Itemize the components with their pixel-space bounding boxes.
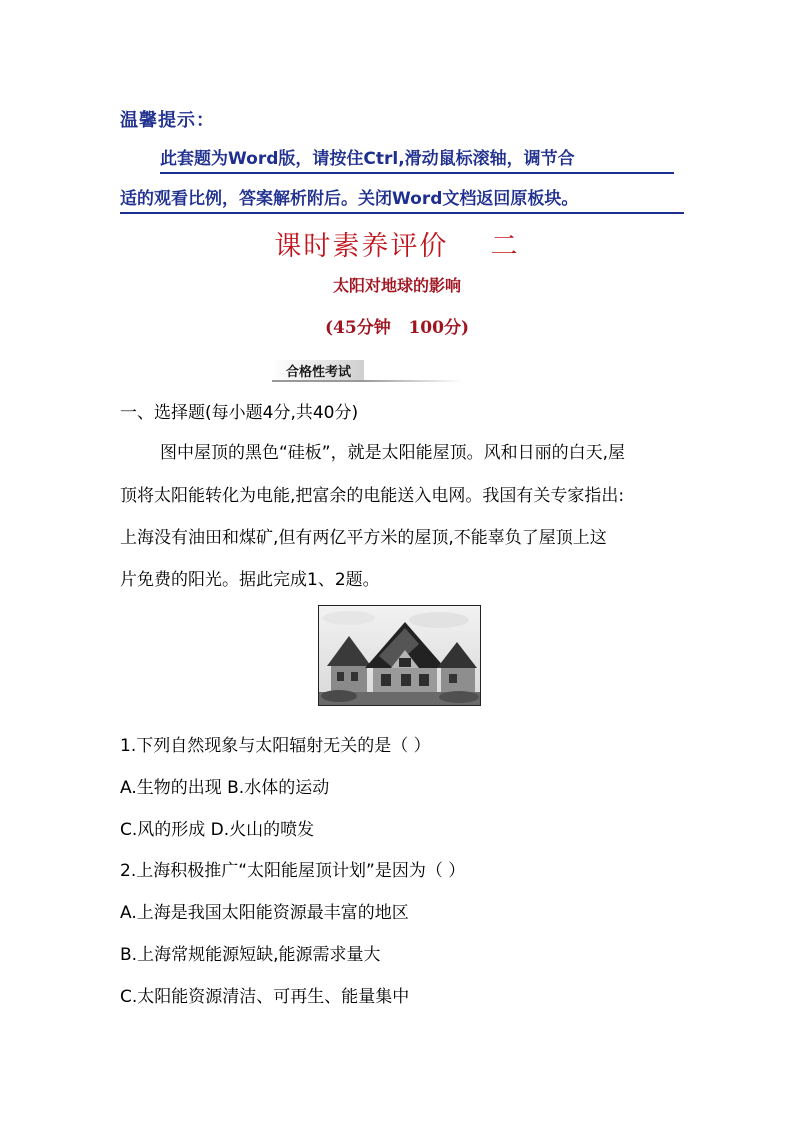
time-score: (45分钟 100分)	[325, 318, 469, 338]
question-2-option-c: C.太阳能资源清洁、可再生、能量集中	[120, 987, 410, 1007]
tip-line-2: 适的观看比例，答案解析附后。关闭Word文档返回原板块。	[120, 186, 684, 214]
question-1-stem: 1.下列自然现象与太阳辐射无关的是（ ）	[120, 736, 431, 756]
passage-line-3: 上海没有油田和煤矿,但有两亿平方米的屋顶,不能辜负了屋顶上这	[120, 528, 607, 548]
page-subtitle: 太阳对地球的影响	[332, 276, 461, 295]
solar-roof-house-photo	[318, 605, 481, 706]
question-2-option-a: A.上海是我国太阳能资源最丰富的地区	[120, 903, 409, 923]
questions-heading: 一、选择题(每小题4分,共40分)	[120, 403, 359, 423]
section-tag-label: 合格性考试	[286, 365, 352, 380]
section-tag	[272, 360, 462, 382]
question-1-options-ab: A.生物的出现 B.水体的运动	[120, 778, 330, 798]
page-title: 课时素养评价 二	[274, 231, 520, 262]
passage-line-1: 图中屋顶的黑色“硅板”，就是太阳能屋顶。风和日丽的白天,屋	[160, 443, 626, 463]
section-tag-underline	[364, 380, 462, 382]
question-2-option-b: B.上海常规能源短缺,能源需求量大	[120, 945, 381, 965]
passage-line-2: 顶将太阳能转化为电能,把富余的电能送入电网。我国有关专家指出:	[120, 486, 625, 506]
passage-line-4: 片免费的阳光。据此完成1、2题。	[120, 570, 380, 590]
question-2-stem: 2.上海积极推广“太阳能屋顶计划”是因为（ ）	[120, 861, 466, 881]
tip-title: 温馨提示：	[120, 110, 215, 131]
tip-line-1: 此套题为Word版，请按住Ctrl,滑动鼠标滚轴，调节合	[160, 146, 674, 174]
question-1-options-cd: C.风的形成 D.火山的喷发	[120, 820, 315, 840]
